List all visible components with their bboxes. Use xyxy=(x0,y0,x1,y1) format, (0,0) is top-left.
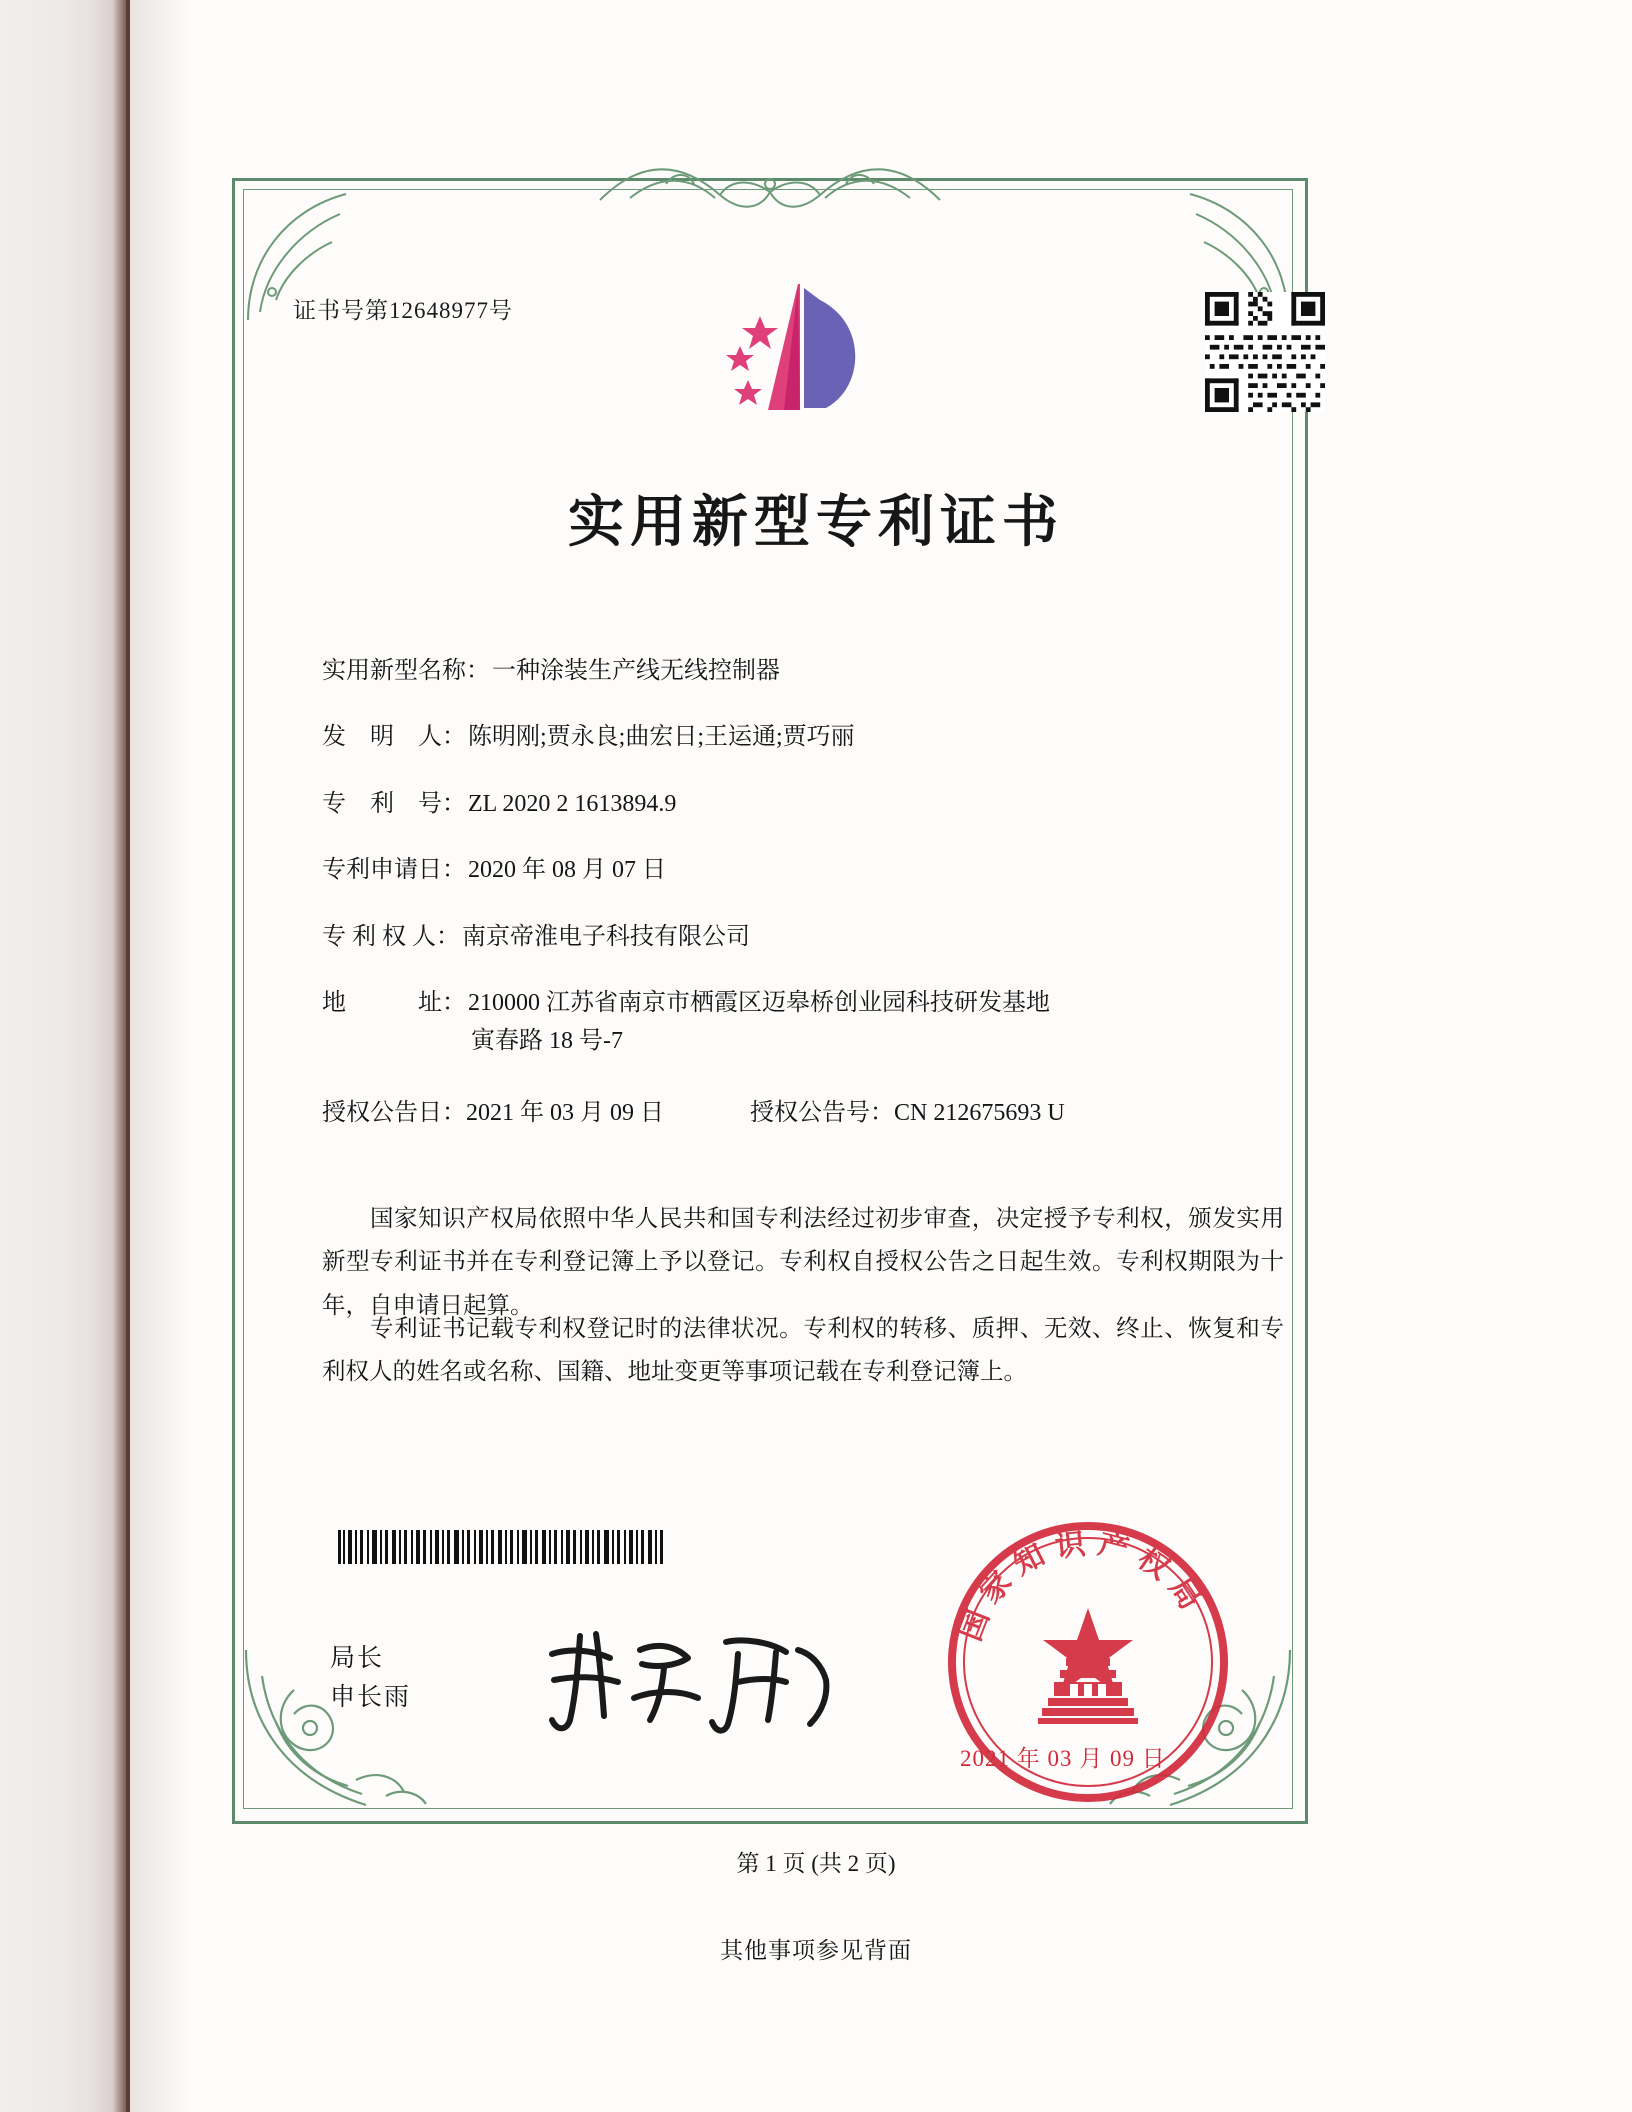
field-label-grant-number: 授权公告号： xyxy=(750,1099,894,1126)
grant-date-group xyxy=(322,1092,664,1127)
field-value-grant-date: 2021 年 03 月 09 日 xyxy=(466,1099,664,1126)
field-label-address: 地 址： xyxy=(322,989,466,1016)
field-value-address xyxy=(468,987,1282,1058)
field-row-patentee xyxy=(322,921,1282,953)
field-value-patent-number: ZL 2020 2 1613894.9 xyxy=(468,790,677,817)
seal-date: 2021 年 03 月 09 日 xyxy=(960,1746,1166,1771)
page-indicator: 第 1 页 (共 2 页) xyxy=(736,1851,896,1876)
barcode xyxy=(338,1530,668,1564)
legal-paragraph-2 xyxy=(322,1308,1284,1395)
scan-left-edge xyxy=(0,0,128,2112)
field-label-application-date: 专利申请日： xyxy=(322,857,466,884)
field-label-patent-number: 专 利 号： xyxy=(322,790,466,817)
footer-note: 其他事项参见背面 xyxy=(720,1938,912,1963)
field-label-patentee: 专 利 权 人： xyxy=(322,923,460,950)
field-row-name xyxy=(322,655,1282,687)
field-row-inventors xyxy=(322,721,1282,753)
field-value-grant-number: CN 212675693 U xyxy=(894,1099,1065,1126)
paper-shadow xyxy=(130,0,190,2112)
certificate-number: 证书号第12648977号 xyxy=(293,298,513,323)
legal-paragraph-2-text: 专利证书记载专利权登记时的法律状况。专利权的转移、质押、无效、终止、恢复和专利权人的姓名或名称、国籍、地址变更等事项记载在专利登记簿上。 xyxy=(322,1316,1284,1386)
field-value-patentee: 南京帝淮电子科技有限公司 xyxy=(462,923,750,950)
director-block xyxy=(330,1640,411,1718)
field-value-application-date: 2020 年 08 月 07 日 xyxy=(468,857,666,884)
field-row-patent-number xyxy=(322,788,1282,820)
grant-number-group xyxy=(750,1092,1065,1127)
page-title: 实用新型专利证书 xyxy=(568,489,1064,555)
qr-code xyxy=(1205,292,1325,412)
patent-field-list xyxy=(322,655,1282,1153)
director-signature xyxy=(530,1620,850,1740)
svg-text:国家知识产权局: 国家知识产权局 xyxy=(953,1525,1214,1646)
field-value-inventors: 陈明刚;贾永良;曲宏日;王运通;贾巧丽 xyxy=(468,724,855,751)
director-label: 局长 xyxy=(330,1645,385,1672)
legal-paragraph-1-text: 国家知识产权局依照中华人民共和国专利法经过初步审查，决定授予专利权，颁发实用新型专利证书并在专利登记簿上予以登记。专利权自授权公告之日起生效。专利权期限为十年，自申请日起算。 xyxy=(322,1206,1284,1319)
field-row-application-date xyxy=(322,854,1282,886)
field-label-name: 实用新型名称： xyxy=(322,658,490,684)
field-label-grant-date: 授权公告日： xyxy=(322,1099,466,1126)
field-label-inventors: 发 明 人： xyxy=(322,724,466,751)
cnipa-logo-icon xyxy=(700,280,880,425)
field-value-address-line1: 210000 江苏省南京市栖霞区迈皋桥创业园科技研发基地 xyxy=(468,989,1050,1016)
field-row-address xyxy=(322,987,1282,1058)
field-row-grant xyxy=(322,1092,1282,1127)
director-name: 申长雨 xyxy=(330,1683,412,1711)
field-value-address-line2: 寅春路 18 号-7 xyxy=(471,1028,623,1055)
field-value-name: 一种涂装生产线无线控制器 xyxy=(492,658,780,684)
